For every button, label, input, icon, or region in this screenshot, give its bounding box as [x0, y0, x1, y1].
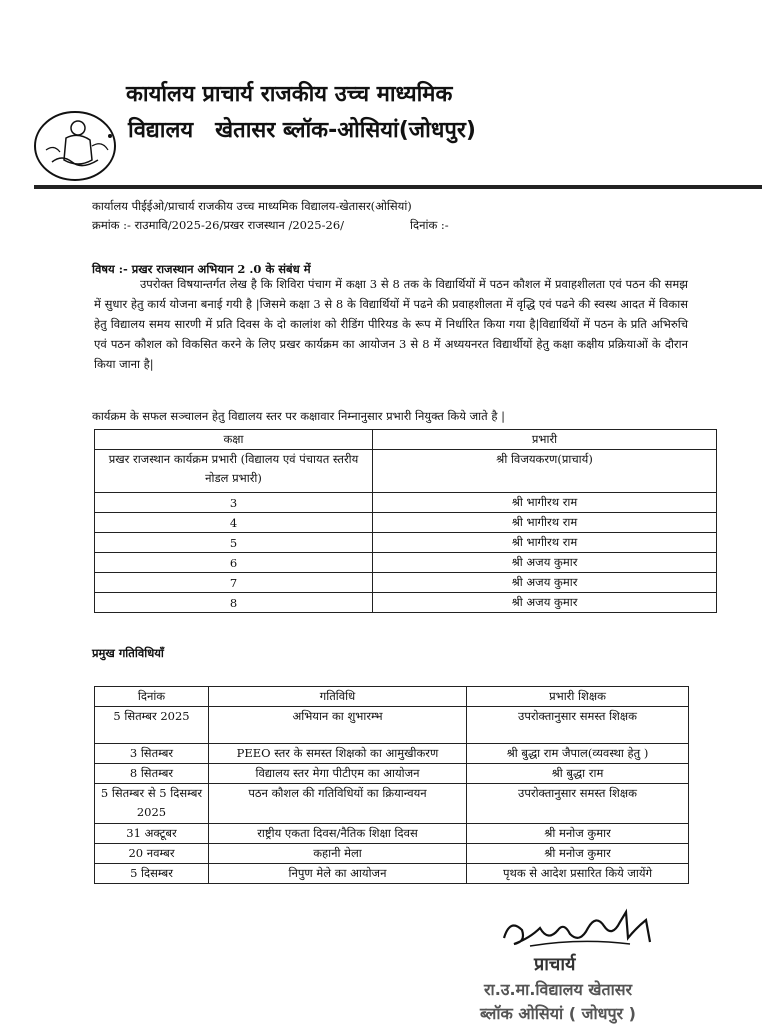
teacher-cell: उपरोक्तानुसार समस्त शिक्षक — [467, 784, 689, 824]
activities-heading: प्रमुख गतिविधियाँ — [92, 646, 164, 660]
stamp-school-line: रा.उ.मा.विद्यालय खेतासर — [484, 980, 633, 999]
activity-cell: कहानी मेला — [209, 844, 467, 864]
class-cell: 4 — [95, 513, 373, 533]
incharge-table — [94, 429, 717, 613]
incharge-cell: श्री विजयकरण(प्राचार्य) — [373, 450, 717, 493]
header-cell: गतिविधि — [209, 687, 467, 707]
table-row — [95, 744, 689, 764]
incharge-cell: श्री अजय कुमार — [373, 553, 717, 573]
table-row — [95, 864, 689, 884]
incharge-cell: श्री भागीरथ राम — [373, 533, 717, 553]
class-cell: 6 — [95, 553, 373, 573]
activity-cell: अभियान का शुभारम्भ — [209, 707, 467, 744]
table-row — [95, 784, 689, 824]
class-cell: 8 — [95, 593, 373, 613]
date-cell: 5 दिसम्बर — [95, 864, 209, 884]
intro-line: कार्यक्रम के सफल सञ्चालन हेतु विद्यालय स्तर पर कक्षावार निम्नानुसार प्रभारी नियुक्त किये जाते है | — [92, 409, 505, 423]
activity-cell: निपुण मेले का आयोजन — [209, 864, 467, 884]
header-cell: प्रभारी शिक्षक — [467, 687, 689, 707]
class-cell: प्रखर राजस्थान कार्यक्रम प्रभारी (विद्यालय एवं पंचायत स्तरीय नोडल प्रभारी) — [95, 450, 373, 493]
class-cell: 5 — [95, 533, 373, 553]
table-row — [95, 824, 689, 844]
reference-number: क्रमांक :- राउमावि/2025-26/प्रखर राजस्थान /2025-26/ — [92, 218, 345, 232]
activity-cell: PEEO स्तर के समस्त शिक्षको का आमुखीकरण — [209, 744, 467, 764]
activity-cell: विद्यालय स्तर मेगा पीटीएम का आयोजन — [209, 764, 467, 784]
table-header-row — [95, 430, 717, 450]
table-row — [95, 764, 689, 784]
incharge-cell: श्री अजय कुमार — [373, 573, 717, 593]
stamp-title: प्राचार्य — [534, 954, 576, 975]
incharge-cell: श्री भागीरथ राम — [373, 513, 717, 533]
class-cell: 7 — [95, 573, 373, 593]
handwritten-signature — [500, 908, 660, 954]
stamp-block-line: ब्लॉक ओसियां ( जोधपुर ) — [480, 1004, 636, 1023]
table-row — [95, 844, 689, 864]
body-paragraph-text: उपरोक्त विषयान्तर्गत लेख है कि शिविरा पंचाग में कक्षा 3 से 8 तक के विद्यार्थियों में पठन कौशल में प्रवाहशीलता एवं पठन की समझ में सुधार हेतु कार्य योजना बनाई गयी है |जिसमे कक्षा 3 से 8 के विद्यार्थियों में पढने की प्रवाहशीलता में वृद्धि एवं पढने की स्वस्थ आदत में विकास हेतु विद्यालय समय सारणी में प्रति दिवस के दो कालांश को रीडिंग पीरियड के रूप में निर्धारित किया गया है|विद्यार्थियों में पठन के प्रति अभिरुचि एवं पठन कौशल को विकसित करने के लिए प्रखर कार्यक्रम का आयोजन 3 से 8 में अध्ययनरत विद्यार्थीयों हेतु कक्षा कक्षीय प्रक्रियाओं के दौरान किया जाना है| — [94, 277, 688, 371]
teacher-cell: श्री बुद्धा राम जैपाल(व्यवस्था हेतु ) — [467, 744, 689, 764]
table-row — [95, 593, 717, 613]
teacher-cell: श्री मनोज कुमार — [467, 844, 689, 864]
office-title-line1: कार्यालय प्राचार्य राजकीय उच्च माध्यमिक — [126, 82, 453, 107]
date-cell: 20 नवम्बर — [95, 844, 209, 864]
date-cell: 5 सितम्बर से 5 दिसम्बर 2025 — [95, 784, 209, 824]
teacher-cell: उपरोक्तानुसार समस्त शिक्षक — [467, 707, 689, 744]
header-cell: कक्षा — [95, 430, 373, 450]
table-row — [95, 513, 717, 533]
date-label: दिनांक :- — [410, 218, 449, 232]
office-title-location: खेतासर ब्लॉक-ओसियां(जोधपुर) — [215, 118, 476, 143]
date-cell: 5 सितम्बर 2025 — [95, 707, 209, 744]
activity-cell: पठन कौशल की गतिविधियों का क्रियान्वयन — [209, 784, 467, 824]
activities-table — [94, 686, 689, 884]
teacher-cell: पृथक से आदेश प्रसारित किये जायेंगे — [467, 864, 689, 884]
header-cell: दिनांक — [95, 687, 209, 707]
table-row — [95, 553, 717, 573]
date-cell: 31 अक्टूबर — [95, 824, 209, 844]
office-title-school: विद्यालय — [128, 118, 194, 143]
header-cell: प्रभारी — [373, 430, 717, 450]
office-title-line2 — [128, 114, 476, 144]
office-line: कार्यालय पीईईओ/प्राचार्य राजकीय उच्च माध्यमिक विद्यालय-खेतासर(ओसियां) — [92, 199, 412, 213]
date-cell: 3 सितम्बर — [95, 744, 209, 764]
body-paragraph — [94, 274, 688, 374]
saraswati-logo-icon — [32, 110, 118, 184]
subject-line: विषय :- प्रखर राजस्थान अभियान 2 .0 के संबंध में — [92, 262, 311, 276]
activity-cell: राष्ट्रीय एकता दिवस/नैतिक शिक्षा दिवस — [209, 824, 467, 844]
table-row — [95, 573, 717, 593]
table-row — [95, 450, 717, 493]
class-cell: 3 — [95, 493, 373, 513]
teacher-cell: श्री बुद्धा राम — [467, 764, 689, 784]
incharge-cell: श्री अजय कुमार — [373, 593, 717, 613]
table-row — [95, 533, 717, 553]
incharge-cell: श्री भागीरथ राम — [373, 493, 717, 513]
teacher-cell: श्री मनोज कुमार — [467, 824, 689, 844]
table-row — [95, 707, 689, 744]
table-header-row — [95, 687, 689, 707]
date-cell: 8 सितम्बर — [95, 764, 209, 784]
table-row — [95, 493, 717, 513]
header-divider — [34, 185, 762, 189]
